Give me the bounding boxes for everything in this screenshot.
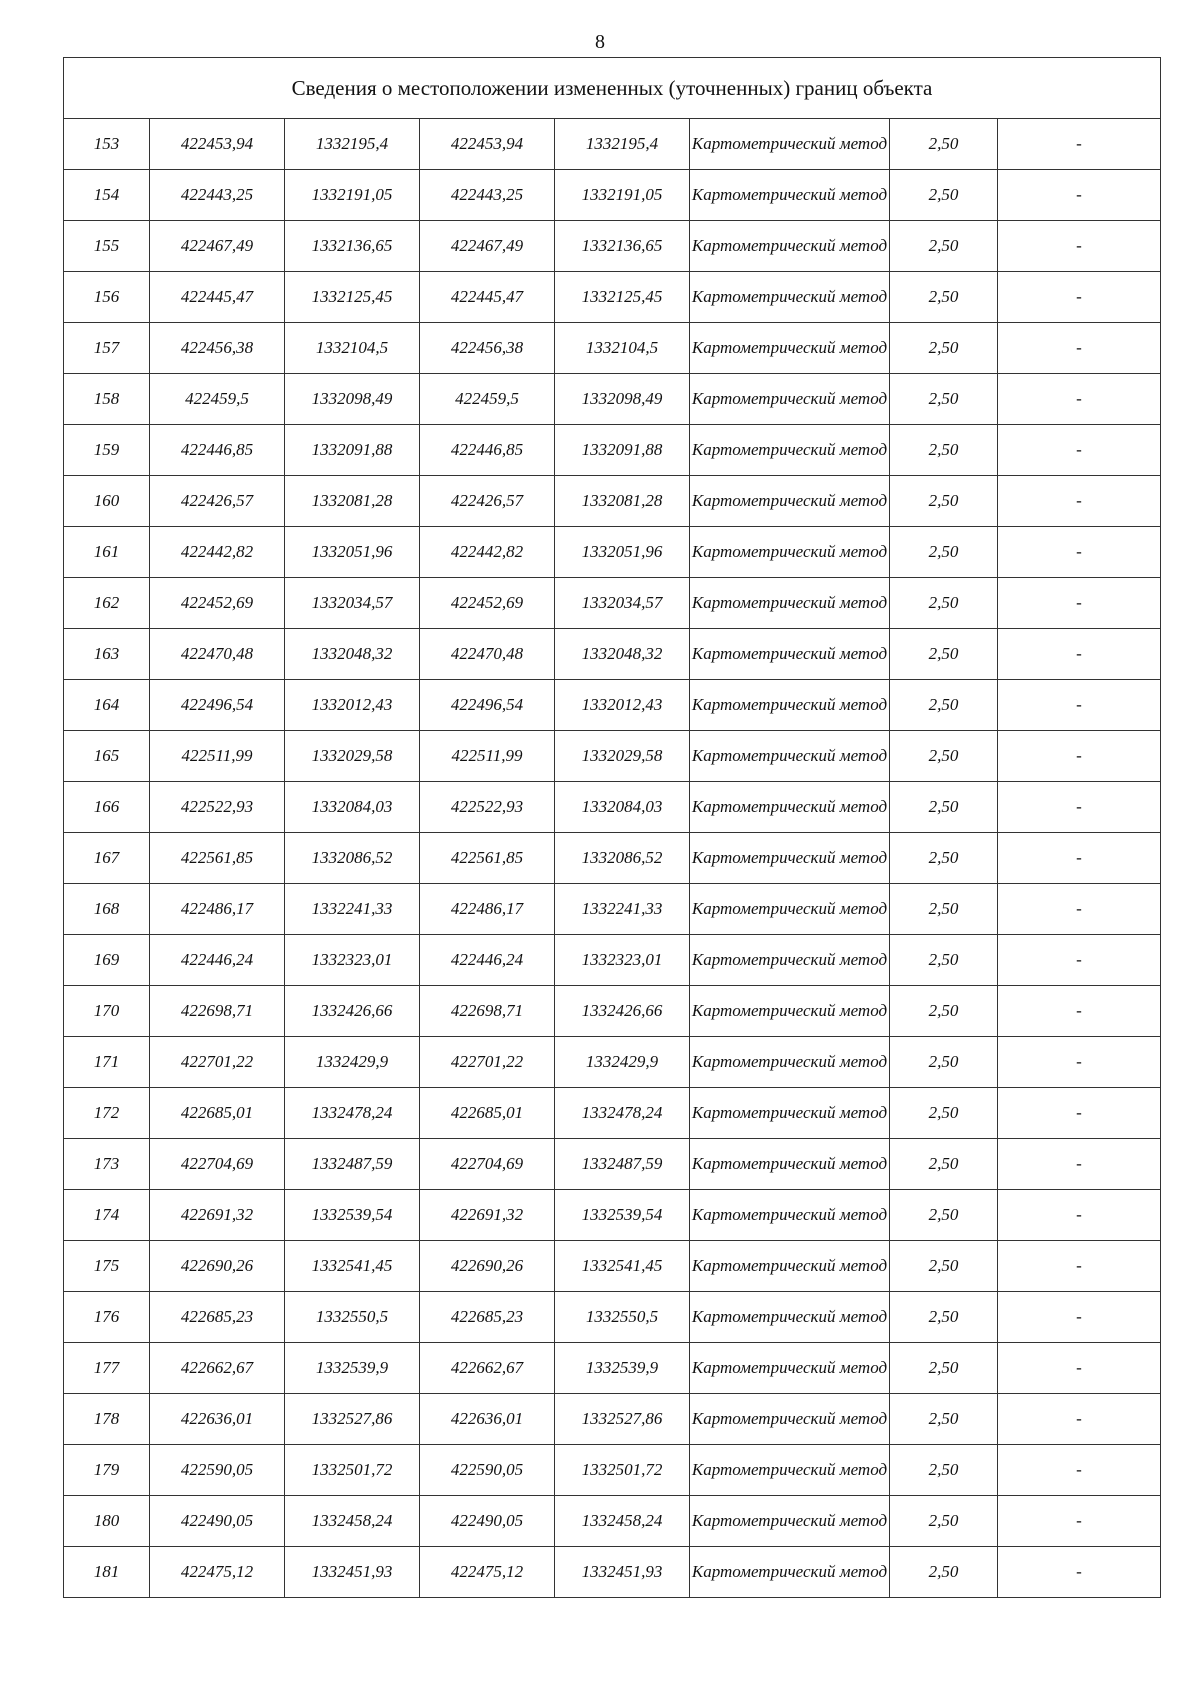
cell-description: - <box>998 425 1161 476</box>
cell-precision: 2,50 <box>890 425 998 476</box>
table-title: Сведения о местоположении измененных (уточненных) границ объекта <box>64 58 1161 119</box>
cell-x-refined: 422443,25 <box>420 170 555 221</box>
table-row <box>64 425 1161 476</box>
cell-precision: 2,50 <box>890 527 998 578</box>
cell-precision: 2,50 <box>890 119 998 170</box>
cell-y-existing: 1332426,66 <box>285 986 420 1037</box>
cell-point-number: 180 <box>64 1496 150 1547</box>
cell-precision: 2,50 <box>890 1139 998 1190</box>
cell-y-refined: 1332550,5 <box>555 1292 690 1343</box>
cell-y-existing: 1332241,33 <box>285 884 420 935</box>
cell-y-refined: 1332195,4 <box>555 119 690 170</box>
table-row <box>64 170 1161 221</box>
cell-method: Картометрический метод <box>690 1292 890 1343</box>
table-row <box>64 1394 1161 1445</box>
cell-method: Картометрический метод <box>690 833 890 884</box>
cell-y-existing: 1332501,72 <box>285 1445 420 1496</box>
cell-method: Картометрический метод <box>690 170 890 221</box>
cell-y-existing: 1332051,96 <box>285 527 420 578</box>
cell-x-refined: 422698,71 <box>420 986 555 1037</box>
cell-precision: 2,50 <box>890 272 998 323</box>
cell-y-refined: 1332539,9 <box>555 1343 690 1394</box>
cell-description: - <box>998 374 1161 425</box>
cell-x-existing: 422426,57 <box>150 476 285 527</box>
cell-y-refined: 1332104,5 <box>555 323 690 374</box>
cell-x-existing: 422685,01 <box>150 1088 285 1139</box>
cell-method: Картометрический метод <box>690 1139 890 1190</box>
table-row <box>64 221 1161 272</box>
cell-point-number: 171 <box>64 1037 150 1088</box>
table-row <box>64 1343 1161 1394</box>
table-row <box>64 476 1161 527</box>
cell-method: Картометрический метод <box>690 1496 890 1547</box>
cell-point-number: 176 <box>64 1292 150 1343</box>
cell-point-number: 159 <box>64 425 150 476</box>
cell-x-existing: 422704,69 <box>150 1139 285 1190</box>
cell-x-existing: 422452,69 <box>150 578 285 629</box>
table-row <box>64 1088 1161 1139</box>
cell-x-existing: 422445,47 <box>150 272 285 323</box>
cell-description: - <box>998 1496 1161 1547</box>
cell-point-number: 164 <box>64 680 150 731</box>
cell-point-number: 161 <box>64 527 150 578</box>
cell-y-refined: 1332081,28 <box>555 476 690 527</box>
cell-point-number: 167 <box>64 833 150 884</box>
cell-precision: 2,50 <box>890 986 998 1037</box>
cell-method: Картометрический метод <box>690 1394 890 1445</box>
cell-y-existing: 1332323,01 <box>285 935 420 986</box>
cell-description: - <box>998 1547 1161 1598</box>
cell-precision: 2,50 <box>890 629 998 680</box>
cell-precision: 2,50 <box>890 1241 998 1292</box>
cell-description: - <box>998 1088 1161 1139</box>
cell-y-existing: 1332541,45 <box>285 1241 420 1292</box>
cell-y-existing: 1332034,57 <box>285 578 420 629</box>
table-row <box>64 680 1161 731</box>
cell-y-existing: 1332458,24 <box>285 1496 420 1547</box>
cell-x-refined: 422446,85 <box>420 425 555 476</box>
cell-y-existing: 1332429,9 <box>285 1037 420 1088</box>
cell-point-number: 153 <box>64 119 150 170</box>
cell-y-existing: 1332029,58 <box>285 731 420 782</box>
cell-y-refined: 1332012,43 <box>555 680 690 731</box>
table-row <box>64 272 1161 323</box>
cell-x-refined: 422452,69 <box>420 578 555 629</box>
cell-y-refined: 1332034,57 <box>555 578 690 629</box>
cell-point-number: 157 <box>64 323 150 374</box>
cell-x-refined: 422685,23 <box>420 1292 555 1343</box>
cell-description: - <box>998 1445 1161 1496</box>
table-row <box>64 1139 1161 1190</box>
cell-precision: 2,50 <box>890 1190 998 1241</box>
table-row <box>64 986 1161 1037</box>
cell-y-existing: 1332098,49 <box>285 374 420 425</box>
cell-y-refined: 1332539,54 <box>555 1190 690 1241</box>
cell-x-refined: 422685,01 <box>420 1088 555 1139</box>
cell-y-existing: 1332012,43 <box>285 680 420 731</box>
table-row <box>64 1037 1161 1088</box>
cell-x-existing: 422662,67 <box>150 1343 285 1394</box>
cell-precision: 2,50 <box>890 1037 998 1088</box>
cell-x-existing: 422636,01 <box>150 1394 285 1445</box>
cell-x-refined: 422690,26 <box>420 1241 555 1292</box>
cell-x-refined: 422522,93 <box>420 782 555 833</box>
cell-description: - <box>998 884 1161 935</box>
cell-x-existing: 422701,22 <box>150 1037 285 1088</box>
cell-description: - <box>998 1394 1161 1445</box>
cell-method: Картометрический метод <box>690 629 890 680</box>
cell-method: Картометрический метод <box>690 1445 890 1496</box>
page-number: 8 <box>595 31 605 53</box>
cell-x-refined: 422445,47 <box>420 272 555 323</box>
cell-method: Картометрический метод <box>690 323 890 374</box>
cell-x-refined: 422467,49 <box>420 221 555 272</box>
cell-precision: 2,50 <box>890 833 998 884</box>
table-row <box>64 1496 1161 1547</box>
cell-y-refined: 1332241,33 <box>555 884 690 935</box>
cell-point-number: 174 <box>64 1190 150 1241</box>
cell-precision: 2,50 <box>890 680 998 731</box>
cell-description: - <box>998 1343 1161 1394</box>
cell-method: Картометрический метод <box>690 1547 890 1598</box>
cell-x-refined: 422636,01 <box>420 1394 555 1445</box>
cell-x-existing: 422467,49 <box>150 221 285 272</box>
cell-description: - <box>998 323 1161 374</box>
cell-y-refined: 1332091,88 <box>555 425 690 476</box>
table-row <box>64 578 1161 629</box>
cell-y-refined: 1332541,45 <box>555 1241 690 1292</box>
cell-y-existing: 1332081,28 <box>285 476 420 527</box>
table-row <box>64 374 1161 425</box>
cell-method: Картометрический метод <box>690 1241 890 1292</box>
cell-x-existing: 422453,94 <box>150 119 285 170</box>
cell-y-existing: 1332104,5 <box>285 323 420 374</box>
cell-x-refined: 422701,22 <box>420 1037 555 1088</box>
cell-precision: 2,50 <box>890 476 998 527</box>
cell-y-existing: 1332125,45 <box>285 272 420 323</box>
cell-method: Картометрический метод <box>690 782 890 833</box>
cell-y-refined: 1332051,96 <box>555 527 690 578</box>
cell-x-refined: 422691,32 <box>420 1190 555 1241</box>
cell-method: Картометрический метод <box>690 374 890 425</box>
cell-precision: 2,50 <box>890 1292 998 1343</box>
cell-point-number: 177 <box>64 1343 150 1394</box>
cell-description: - <box>998 527 1161 578</box>
cell-y-refined: 1332429,9 <box>555 1037 690 1088</box>
cell-y-existing: 1332191,05 <box>285 170 420 221</box>
table-row <box>64 629 1161 680</box>
cell-x-refined: 422470,48 <box>420 629 555 680</box>
cell-method: Картометрический метод <box>690 1343 890 1394</box>
cell-method: Картометрический метод <box>690 527 890 578</box>
cell-point-number: 178 <box>64 1394 150 1445</box>
cell-x-existing: 422446,24 <box>150 935 285 986</box>
cell-y-refined: 1332323,01 <box>555 935 690 986</box>
cell-precision: 2,50 <box>890 323 998 374</box>
cell-precision: 2,50 <box>890 1343 998 1394</box>
cell-description: - <box>998 476 1161 527</box>
table-row <box>64 1241 1161 1292</box>
cell-method: Картометрический метод <box>690 578 890 629</box>
cell-description: - <box>998 1037 1161 1088</box>
cell-description: - <box>998 731 1161 782</box>
cell-precision: 2,50 <box>890 578 998 629</box>
cell-description: - <box>998 1292 1161 1343</box>
cell-precision: 2,50 <box>890 374 998 425</box>
cell-y-refined: 1332451,93 <box>555 1547 690 1598</box>
cell-precision: 2,50 <box>890 1088 998 1139</box>
cell-description: - <box>998 221 1161 272</box>
table-row <box>64 884 1161 935</box>
cell-x-refined: 422704,69 <box>420 1139 555 1190</box>
cell-method: Картометрический метод <box>690 1190 890 1241</box>
cell-x-refined: 422475,12 <box>420 1547 555 1598</box>
cell-point-number: 156 <box>64 272 150 323</box>
cell-x-refined: 422496,54 <box>420 680 555 731</box>
cell-y-existing: 1332136,65 <box>285 221 420 272</box>
table-row <box>64 527 1161 578</box>
cell-y-refined: 1332501,72 <box>555 1445 690 1496</box>
cell-y-existing: 1332527,86 <box>285 1394 420 1445</box>
cell-description: - <box>998 119 1161 170</box>
cell-point-number: 162 <box>64 578 150 629</box>
cell-x-refined: 422662,67 <box>420 1343 555 1394</box>
table-row <box>64 782 1161 833</box>
table-row <box>64 1190 1161 1241</box>
cell-precision: 2,50 <box>890 170 998 221</box>
cell-description: - <box>998 680 1161 731</box>
cell-y-existing: 1332478,24 <box>285 1088 420 1139</box>
cell-precision: 2,50 <box>890 884 998 935</box>
cell-x-existing: 422561,85 <box>150 833 285 884</box>
table-row <box>64 833 1161 884</box>
cell-x-existing: 422490,05 <box>150 1496 285 1547</box>
cell-x-refined: 422442,82 <box>420 527 555 578</box>
table-body <box>64 119 1161 1598</box>
cell-method: Картометрический метод <box>690 272 890 323</box>
cell-description: - <box>998 629 1161 680</box>
cell-description: - <box>998 1139 1161 1190</box>
cell-description: - <box>998 170 1161 221</box>
cell-y-existing: 1332539,9 <box>285 1343 420 1394</box>
cell-method: Картометрический метод <box>690 1037 890 1088</box>
cell-point-number: 160 <box>64 476 150 527</box>
table-row <box>64 1547 1161 1598</box>
cell-precision: 2,50 <box>890 935 998 986</box>
boundary-coordinates-table <box>63 57 1161 1598</box>
cell-description: - <box>998 782 1161 833</box>
cell-x-existing: 422475,12 <box>150 1547 285 1598</box>
cell-x-existing: 422456,38 <box>150 323 285 374</box>
cell-point-number: 173 <box>64 1139 150 1190</box>
cell-point-number: 154 <box>64 170 150 221</box>
cell-point-number: 168 <box>64 884 150 935</box>
cell-x-refined: 422511,99 <box>420 731 555 782</box>
cell-method: Картометрический метод <box>690 476 890 527</box>
cell-x-existing: 422690,26 <box>150 1241 285 1292</box>
cell-x-refined: 422486,17 <box>420 884 555 935</box>
cell-method: Картометрический метод <box>690 884 890 935</box>
cell-method: Картометрический метод <box>690 221 890 272</box>
cell-y-existing: 1332539,54 <box>285 1190 420 1241</box>
table-row <box>64 119 1161 170</box>
cell-y-existing: 1332084,03 <box>285 782 420 833</box>
cell-description: - <box>998 935 1161 986</box>
cell-x-refined: 422456,38 <box>420 323 555 374</box>
cell-y-refined: 1332029,58 <box>555 731 690 782</box>
cell-x-existing: 422459,5 <box>150 374 285 425</box>
cell-point-number: 169 <box>64 935 150 986</box>
cell-y-existing: 1332550,5 <box>285 1292 420 1343</box>
cell-y-refined: 1332478,24 <box>555 1088 690 1139</box>
cell-x-existing: 422496,54 <box>150 680 285 731</box>
cell-y-existing: 1332487,59 <box>285 1139 420 1190</box>
cell-x-existing: 422511,99 <box>150 731 285 782</box>
cell-point-number: 181 <box>64 1547 150 1598</box>
table-row <box>64 1292 1161 1343</box>
cell-description: - <box>998 1241 1161 1292</box>
cell-x-refined: 422426,57 <box>420 476 555 527</box>
cell-y-refined: 1332098,49 <box>555 374 690 425</box>
cell-y-refined: 1332136,65 <box>555 221 690 272</box>
cell-y-refined: 1332084,03 <box>555 782 690 833</box>
cell-description: - <box>998 578 1161 629</box>
cell-method: Картометрический метод <box>690 935 890 986</box>
cell-x-existing: 422685,23 <box>150 1292 285 1343</box>
cell-y-existing: 1332086,52 <box>285 833 420 884</box>
cell-method: Картометрический метод <box>690 425 890 476</box>
cell-precision: 2,50 <box>890 1547 998 1598</box>
cell-method: Картометрический метод <box>690 680 890 731</box>
cell-x-refined: 422561,85 <box>420 833 555 884</box>
cell-y-existing: 1332195,4 <box>285 119 420 170</box>
cell-description: - <box>998 833 1161 884</box>
cell-x-existing: 422486,17 <box>150 884 285 935</box>
cell-point-number: 179 <box>64 1445 150 1496</box>
cell-y-refined: 1332086,52 <box>555 833 690 884</box>
cell-description: - <box>998 986 1161 1037</box>
cell-precision: 2,50 <box>890 1445 998 1496</box>
cell-precision: 2,50 <box>890 782 998 833</box>
cell-description: - <box>998 272 1161 323</box>
cell-x-existing: 422470,48 <box>150 629 285 680</box>
cell-y-refined: 1332191,05 <box>555 170 690 221</box>
cell-point-number: 170 <box>64 986 150 1037</box>
cell-y-refined: 1332125,45 <box>555 272 690 323</box>
cell-method: Картометрический метод <box>690 1088 890 1139</box>
cell-point-number: 175 <box>64 1241 150 1292</box>
cell-y-refined: 1332527,86 <box>555 1394 690 1445</box>
cell-y-refined: 1332487,59 <box>555 1139 690 1190</box>
cell-precision: 2,50 <box>890 221 998 272</box>
cell-point-number: 166 <box>64 782 150 833</box>
cell-x-refined: 422490,05 <box>420 1496 555 1547</box>
cell-point-number: 155 <box>64 221 150 272</box>
cell-x-existing: 422522,93 <box>150 782 285 833</box>
cell-y-existing: 1332451,93 <box>285 1547 420 1598</box>
cell-point-number: 158 <box>64 374 150 425</box>
cell-y-existing: 1332091,88 <box>285 425 420 476</box>
cell-x-refined: 422453,94 <box>420 119 555 170</box>
cell-x-existing: 422442,82 <box>150 527 285 578</box>
cell-point-number: 163 <box>64 629 150 680</box>
cell-point-number: 165 <box>64 731 150 782</box>
cell-method: Картометрический метод <box>690 986 890 1037</box>
cell-precision: 2,50 <box>890 731 998 782</box>
cell-x-refined: 422459,5 <box>420 374 555 425</box>
cell-method: Картометрический метод <box>690 119 890 170</box>
cell-x-existing: 422698,71 <box>150 986 285 1037</box>
cell-x-refined: 422446,24 <box>420 935 555 986</box>
table-row <box>64 935 1161 986</box>
cell-precision: 2,50 <box>890 1496 998 1547</box>
cell-x-existing: 422446,85 <box>150 425 285 476</box>
cell-precision: 2,50 <box>890 1394 998 1445</box>
table-row <box>64 1445 1161 1496</box>
cell-method: Картометрический метод <box>690 731 890 782</box>
cell-y-refined: 1332426,66 <box>555 986 690 1037</box>
cell-x-existing: 422443,25 <box>150 170 285 221</box>
cell-y-refined: 1332458,24 <box>555 1496 690 1547</box>
cell-x-existing: 422691,32 <box>150 1190 285 1241</box>
cell-x-existing: 422590,05 <box>150 1445 285 1496</box>
cell-point-number: 172 <box>64 1088 150 1139</box>
table-row <box>64 323 1161 374</box>
cell-y-existing: 1332048,32 <box>285 629 420 680</box>
cell-y-refined: 1332048,32 <box>555 629 690 680</box>
cell-x-refined: 422590,05 <box>420 1445 555 1496</box>
cell-description: - <box>998 1190 1161 1241</box>
table-row <box>64 731 1161 782</box>
